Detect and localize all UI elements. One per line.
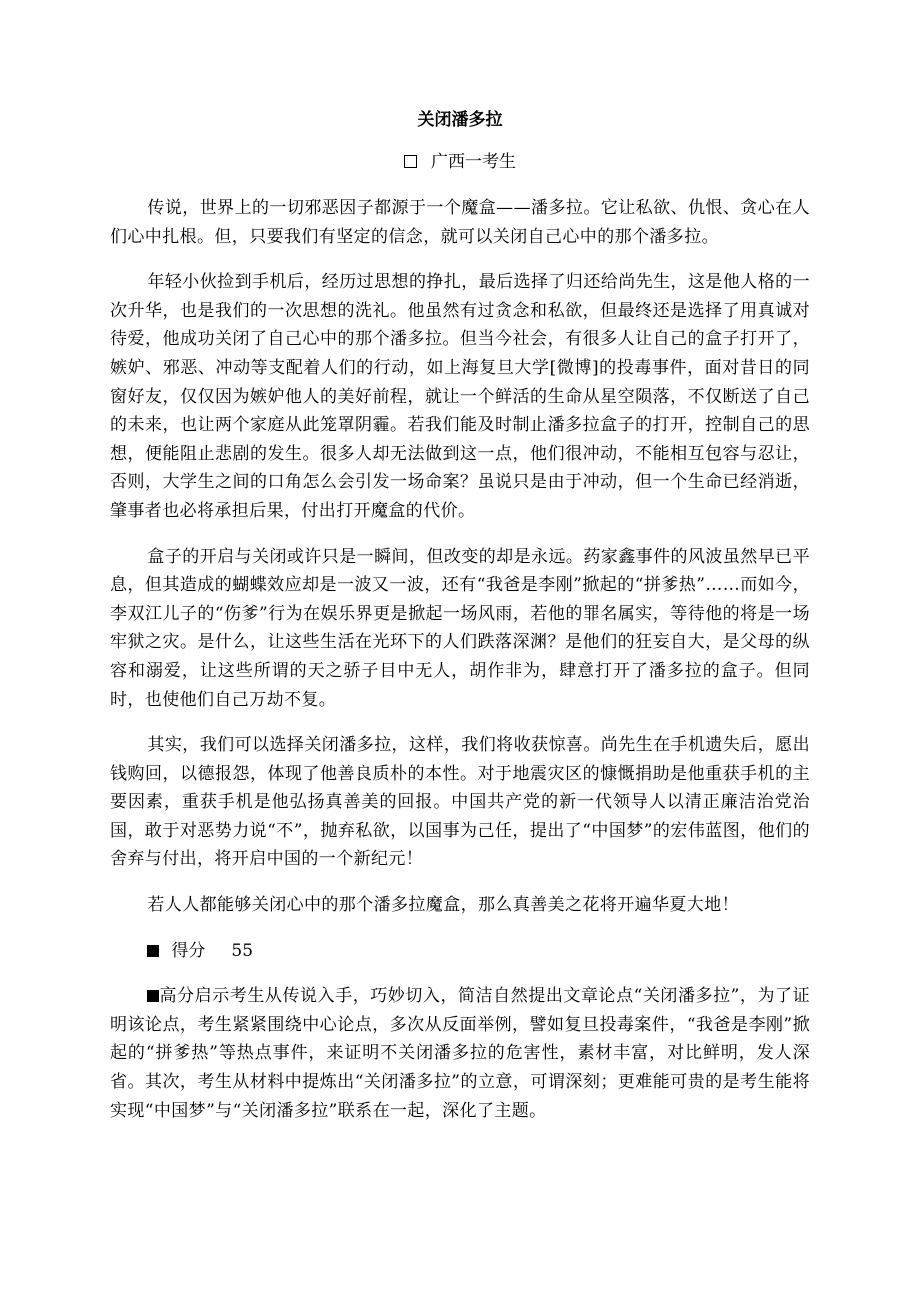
paragraph-4: 其实，我们可以选择关闭潘多拉，这样，我们将收获惊喜。尚先生在手机遗失后，愿出钱购回，以德报怨，体现了他善良质朴的本性。对于地震灾区的慷慨捐助是他重获手机的主要因素，重获手机是他弘扬真善美的回报。中国共产党的新一代领导人以清正廉洁治党治国，敢于对恶势力说“不”，抛弃私欲，以国事为己任，提出了“中国梦”的宏伟蓝图，他们的舍弃与付出，将开启中国的一个新纪元！ [110, 735, 810, 870]
comment-text: 高分启示考生从传说入手，巧妙切入，简洁自然提出文章论点“关闭潘多拉”，为了证明该论点，考生紧紧围绕中心论点，多次从反面举例，譬如复旦投毒案件，“我爸是李刚”掀起的“拼爹热”等热点事件，来证明不关闭潘多拉的危害性，素材丰富，对比鲜明，发人深省。其次，考生从材料中提炼出“关闭潘多拉”的立意，可谓深刻；更难能可贵的是考生能将实现“中国梦”与“关闭潘多拉”联系在一起，深化了主题。 [110, 986, 810, 1121]
article-body [110, 194, 810, 1125]
paragraph-3: 盒子的开启与关闭或许只是一瞬间，但改变的却是永远。药家鑫事件的风波虽然早已平息，但其造成的蝴蝶效应却是一波又一波，还有“我爸是李刚”掀起的“拼爹热”……而如今，李双江儿子的“伤爹”行为在娱乐界更是掀起一场风雨，若他的罪名属实，等待他的将是一场牢狱之灾。是什么，让这些生活在光环下的人们跌落深渊？是他们的狂妄自大，是父母的纵容和溺爱，让这些所谓的天之骄子目中无人，胡作非为，肆意打开了潘多拉的盒子。但同时，也使他们自己万劫不复。 [110, 546, 810, 710]
score-value: 55 [231, 940, 254, 961]
paragraph-1: 传说，世界上的一切邪恶因子都源于一个魔盒——潘多拉。它让私欲、仇恨、贪心在人们心中扎根。但，只要我们有坚定的信念，就可以关闭自己心中的那个潘多拉。 [110, 198, 810, 247]
score-label: 得分 [171, 940, 206, 961]
author-line [110, 149, 810, 175]
score-line [110, 937, 810, 966]
black-square-bullet-icon [147, 945, 159, 957]
paragraph-5: 若人人都能够关闭心中的那个潘多拉魔盒，那么真善美之花将开遍华夏大地！ [147, 895, 739, 916]
comment-paragraph [110, 982, 810, 1125]
checkbox-square-icon [404, 155, 417, 168]
article-title: 关闭潘多拉 [417, 110, 503, 130]
black-square-bullet-icon [147, 990, 159, 1002]
paragraph-2: 年轻小伙捡到手机后，经历过思想的挣扎，最后选择了归还给尚先生，这是他人格的一次升华，也是我们的一次思想的洗礼。他虽然有过贪念和私欲，但最终还是选择了用真诚对待爱，他成功关闭了自己心中的那个潘多拉。但当今社会，有很多人让自己的盒子打开了，嫉妒、邪恶、冲动等支配着人们的行动，如上海复旦大学[微博]的投毒事件，面对昔日的同窗好友，仅仅因为嫉妒他人的美好前程，就让一个鲜活的生命从星空陨落，不仅断送了自己的未来，也让两个家庭从此笼罩阴霾。若我们能及时制止潘多拉盒子的打开，控制自己的思想，便能阻止悲剧的发生。很多人却无法做到这一点，他们很冲动，不能相互包容与忍让，否则，大学生之间的口角怎么会引发一场命案？虽说只是由于冲动，但一个生命已经消逝，肇事者也必将承担后果，付出打开魔盒的代价。 [110, 272, 810, 521]
author-name: 广西一考生 [431, 152, 516, 172]
